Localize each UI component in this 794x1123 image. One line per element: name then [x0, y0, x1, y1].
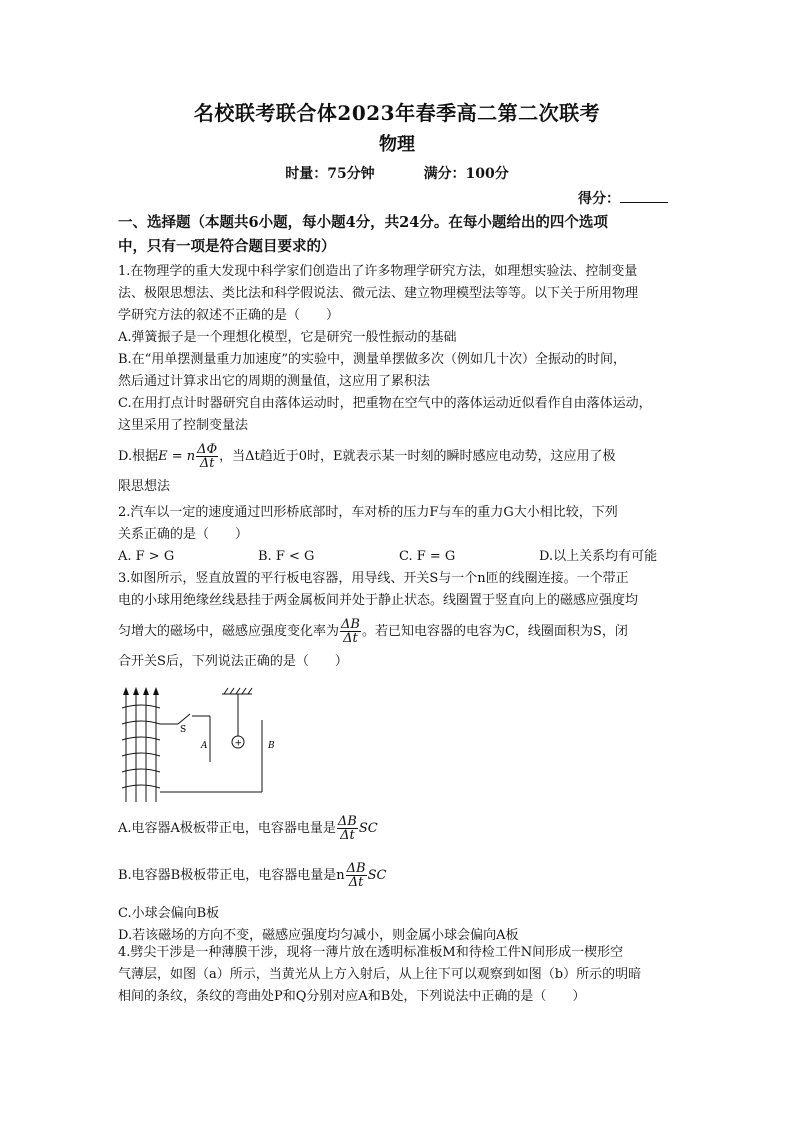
hatch-4 — [242, 688, 246, 694]
question-1 — [118, 261, 688, 498]
section-heading-line1: 一、选择题（本题共6小题，每小题4分，共24分。在每小题给出的四个选项 — [118, 214, 608, 231]
q2-stem-line2: 关系正确的是（ ） — [118, 527, 249, 542]
q3-option-d: D.若该磁场的方向不变，磁感应强度均匀减小，则金属小球会偏向A板 — [118, 928, 519, 943]
q1-d-fraction — [196, 443, 218, 470]
q4-stem-line3: 相间的条纹，条纹的弯曲处P和Q分别对应A和B处，下列说法中正确的是（ ） — [118, 989, 586, 1004]
q3-a-denominator: Δt — [340, 828, 355, 843]
q1-d-numerator: ΔΦ — [197, 442, 218, 457]
subject-title: 物理 — [379, 134, 415, 155]
q1-d-prefix: D.根据 — [118, 449, 159, 464]
q2-stem-line1: 2.汽车以一定的速度通过凹形桥底部时，车对桥的压力F与车的重力G大小相比较，下列 — [118, 505, 618, 520]
exam-info — [0, 163, 794, 183]
q3-stem-line3-pre: 匀增大的磁场中，磁感应强度变化率为 — [118, 624, 340, 639]
q1-d-denominator: Δt — [199, 456, 215, 471]
q1-option-c-line1: C.在用打点计时器研究自由落体运动时，把重物在空气中的落体运动近似看作自由落体运动， — [118, 396, 652, 411]
q2-option-a: A. F > G — [118, 549, 175, 564]
q2-option-d: D.以上关系均有可能 — [539, 549, 658, 564]
section-heading — [118, 211, 688, 259]
q2-options — [118, 546, 688, 568]
score-label: 得分： — [578, 191, 620, 207]
section-heading-line2: 中，只有一项是符合题目要求的） — [118, 238, 336, 255]
hatch-3 — [236, 688, 240, 694]
coil-windings — [122, 705, 160, 788]
q3-a-prefix: A.电容器A极板带正电，电容器电量是 — [118, 821, 336, 836]
switch-blade[interactable] — [178, 714, 190, 724]
q3-stem-line3 — [118, 618, 688, 645]
q3-stem-line3-post: 。若已知电容器的电容为C，线圈面积为S，闭 — [361, 624, 628, 639]
q2-option-b: B. F < G — [258, 549, 315, 564]
q1-stem-line3: 学研究方法的叙述不正确的是（ ） — [118, 308, 340, 323]
q3-stem-line1: 3.如图所示，竖直放置的平行板电容器，用导线、开关S与一个n匝的线圈连接。一个带正 — [118, 571, 629, 586]
q3-option-a — [118, 815, 688, 842]
question-2 — [118, 502, 688, 568]
q1-option-d-line2: 限思想法 — [118, 479, 171, 494]
q3-a-suffix: SC — [358, 821, 378, 836]
q1-option-b-line1: B.在“用单摆测量重力加速度”的实验中，测量单摆做多次（例如几十次）全振动的时间， — [118, 352, 626, 367]
question-3 — [118, 568, 688, 673]
hatch-5 — [248, 688, 252, 694]
field-arrow-1 — [123, 687, 129, 695]
question-3-options — [118, 815, 688, 947]
field-arrow-4 — [153, 687, 159, 695]
q1-option-d — [118, 443, 688, 470]
ball-charge-sign: + — [234, 738, 243, 749]
q1-d-suffix: ，当Δt趋近于0时，E就表示某一时刻的瞬时感应电动势，这应用了极 — [219, 449, 616, 464]
q3-rate-numerator: ΔB — [341, 617, 360, 632]
score-blank[interactable] — [620, 190, 668, 203]
hatch-2 — [230, 688, 234, 694]
q1-option-c-line2: 这里采用了控制变量法 — [118, 418, 249, 433]
q1-stem-line1: 1.在物理学的重大发现中科学家们创造出了许多物理学研究方法，如理想实验法、控制变量 — [118, 264, 638, 279]
q3-rate-fraction — [340, 618, 361, 645]
q1-option-a: A.弹簧振子是一个理想化模型，它是研究一般性振动的基础 — [118, 330, 457, 345]
q3-a-fraction — [337, 815, 358, 842]
q3-rate-denominator: Δt — [343, 631, 358, 646]
q4-stem-line2: 气薄层，如图（a）所示，当黄光从上方入射后，从上往下可以观察到如图（b）所示的明暗 — [118, 967, 642, 982]
q1-d-equation: E = n — [158, 449, 196, 464]
q3-stem-line4: 合开关S后，下列说法正确的是（ ） — [118, 654, 348, 669]
q1-option-b-line2: 然后通过计算求出它的周期的测量值，这应用了累积法 — [118, 374, 431, 389]
q2-option-c: C. F = G — [399, 549, 456, 564]
hatch-1 — [224, 688, 228, 694]
score-field — [578, 188, 668, 208]
q3-stem-line2: 电的小球用绝缘丝线悬挂于两金属板间并处于静止状态。线圈置于竖直向上的磁感应强度均 — [118, 593, 639, 608]
q3-b-denominator: Δt — [348, 875, 364, 890]
fig-label-b: B — [268, 741, 275, 751]
q3-option-c: C.小球会偏向B板 — [118, 906, 220, 921]
time-limit: 时量：75分钟 — [285, 166, 375, 182]
q3-option-b — [118, 862, 688, 889]
q3-b-fraction — [346, 862, 367, 889]
field-arrow-2 — [133, 687, 139, 695]
exam-title: 名校联考联合体2023年春季高二第二次联考 — [193, 101, 601, 125]
q3-b-suffix: SC — [367, 868, 387, 883]
q3-b-prefix: B.电容器B极板带正电，电容器电量是n — [118, 868, 345, 883]
full-score: 满分：100分 — [423, 166, 509, 182]
fig-label-a: A — [201, 741, 208, 751]
q4-stem-line1: 4.劈尖干涉是一种薄膜干涉，现将一薄片放在透明标准板M和待检工件N间形成一楔形空 — [118, 945, 624, 960]
fig-label-s: S — [180, 725, 187, 735]
q3-b-numerator: ΔB — [346, 861, 366, 876]
q3-a-numerator: ΔB — [337, 814, 357, 829]
q3-circuit-figure — [118, 684, 288, 804]
question-4 — [118, 942, 688, 1008]
q1-stem-line2: 法、极限思想法、类比法和科学假说法、微元法、建立物理模型法等等。以下关于所用物理 — [118, 286, 639, 301]
field-arrow-3 — [143, 687, 149, 695]
